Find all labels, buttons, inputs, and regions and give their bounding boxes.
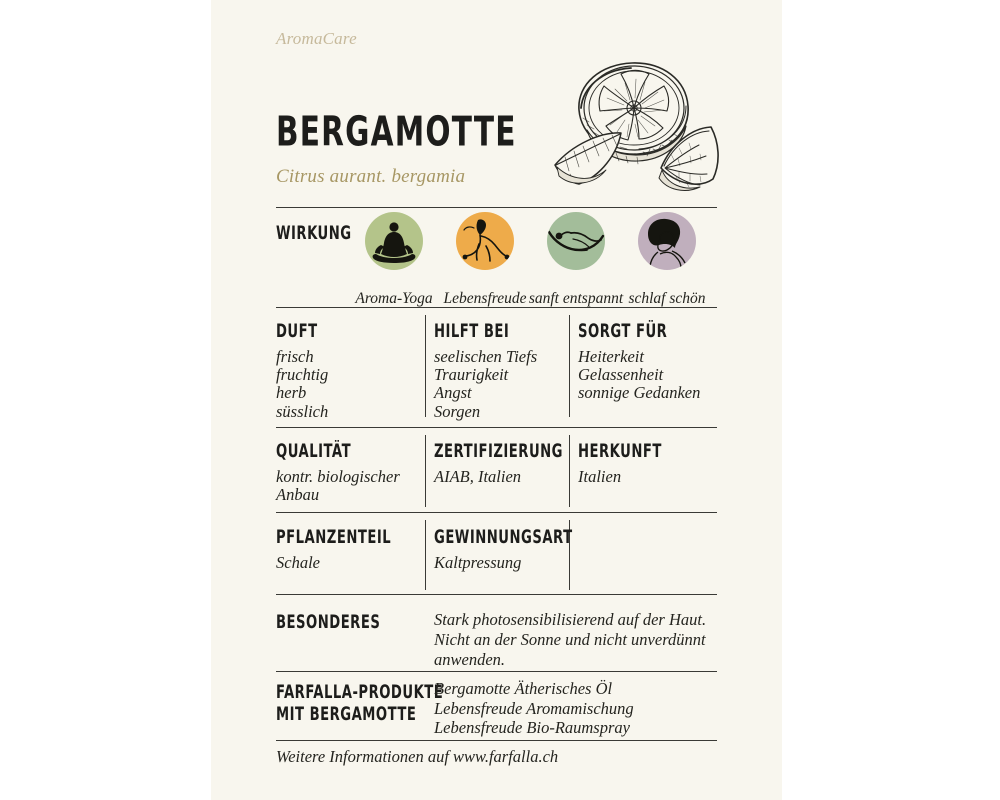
col-values-duft: frisch fruchtig herb süsslich — [276, 347, 329, 421]
icon-circle-2 — [547, 212, 605, 270]
col-label-herkunft: HERKUNFT — [578, 440, 662, 462]
col-values-hilft-bei: seelischen Tiefs Traurigkeit Angst Sorgen — [434, 347, 538, 421]
section-label-produkte-line1: FARFALLA-PRODUKTE — [276, 681, 444, 703]
footer-text: Weitere Informationen auf www.farfalla.ch — [276, 747, 559, 766]
sleeping-person-icon — [638, 212, 696, 270]
besonderes-text: Stark photosensibilisierend auf der Haut. Nicht an der Sonne und nicht unverdünnt anwenden. — [434, 610, 707, 669]
col-label-duft: DUFT — [276, 320, 318, 342]
col-label-pflanzenteil: PFLANZENTEIL — [276, 526, 392, 548]
col-divider-3a — [425, 520, 426, 590]
botanical-name: Citrus aurant. bergamia — [276, 166, 466, 187]
section-label-besonderes: BESONDERES — [276, 611, 381, 633]
divider-besonderes — [276, 594, 717, 595]
wirkung-caption-2: sanft entspannt — [528, 290, 624, 307]
col-divider-1b — [569, 315, 570, 417]
icon-circle-0 — [365, 212, 423, 270]
col-label-qualitaet: QUALITÄT — [276, 440, 352, 462]
wirkung-item-0 — [344, 212, 444, 307]
wirkung-item-2 — [526, 212, 626, 307]
dancing-person-icon — [456, 212, 514, 270]
col-values-gewinnungsart: Kaltpressung — [434, 553, 522, 572]
list-item: Bergamotte Ätherisches Öl — [434, 679, 613, 698]
bergamot-fruit-illustration — [543, 48, 733, 208]
col-values-zertifizierung: AIAB, Italien — [434, 467, 522, 486]
col-divider-2b — [569, 435, 570, 507]
col-values-herkunft: Italien — [578, 467, 622, 486]
col-values-sorgt-fuer: Heiterkeit Gelassenheit sonnige Gedanken — [578, 347, 701, 403]
list-item: Lebensfreude Bio-Raumspray — [434, 718, 630, 737]
produkte-list — [434, 679, 634, 738]
hammock-rest-icon — [547, 212, 605, 270]
yoga-lotus-icon — [365, 212, 423, 270]
wirkung-item-3 — [617, 212, 717, 307]
divider-footer — [276, 740, 717, 741]
icon-circle-1 — [456, 212, 514, 270]
wirkung-caption-1: Lebensfreude — [443, 290, 527, 307]
wirkung-item-1 — [435, 212, 535, 307]
section-label-produkte-line2: MIT BERGAMOTTE — [276, 703, 417, 725]
col-label-sorgt-fuer: SORGT FÜR — [578, 320, 668, 342]
page-title: BERGAMOTTE — [276, 108, 517, 156]
col-values-qualitaet: kontr. biologischer Anbau — [276, 467, 400, 505]
brand-label: AromaCare — [276, 29, 357, 48]
info-card — [211, 0, 782, 800]
list-item: Lebensfreude Aromamischung — [434, 698, 634, 718]
col-label-zertifizierung: ZERTIFIZIERUNG — [434, 440, 563, 462]
divider-top — [276, 207, 717, 208]
divider-produkte — [276, 671, 717, 672]
col-divider-1a — [425, 315, 426, 417]
col-label-gewinnungsart: GEWINNUNGSART — [434, 526, 573, 548]
wirkung-caption-3: schlaf schön — [628, 290, 706, 307]
divider-row1 — [276, 307, 717, 308]
divider-row3 — [276, 512, 717, 513]
wirkung-caption-0: Aroma-Yoga — [355, 290, 433, 307]
col-divider-2a — [425, 435, 426, 507]
icon-circle-3 — [638, 212, 696, 270]
section-label-wirkung: WIRKUNG — [276, 222, 352, 244]
divider-row2 — [276, 427, 717, 428]
col-label-hilft-bei: HILFT BEI — [434, 320, 510, 342]
col-values-pflanzenteil: Schale — [276, 553, 320, 572]
